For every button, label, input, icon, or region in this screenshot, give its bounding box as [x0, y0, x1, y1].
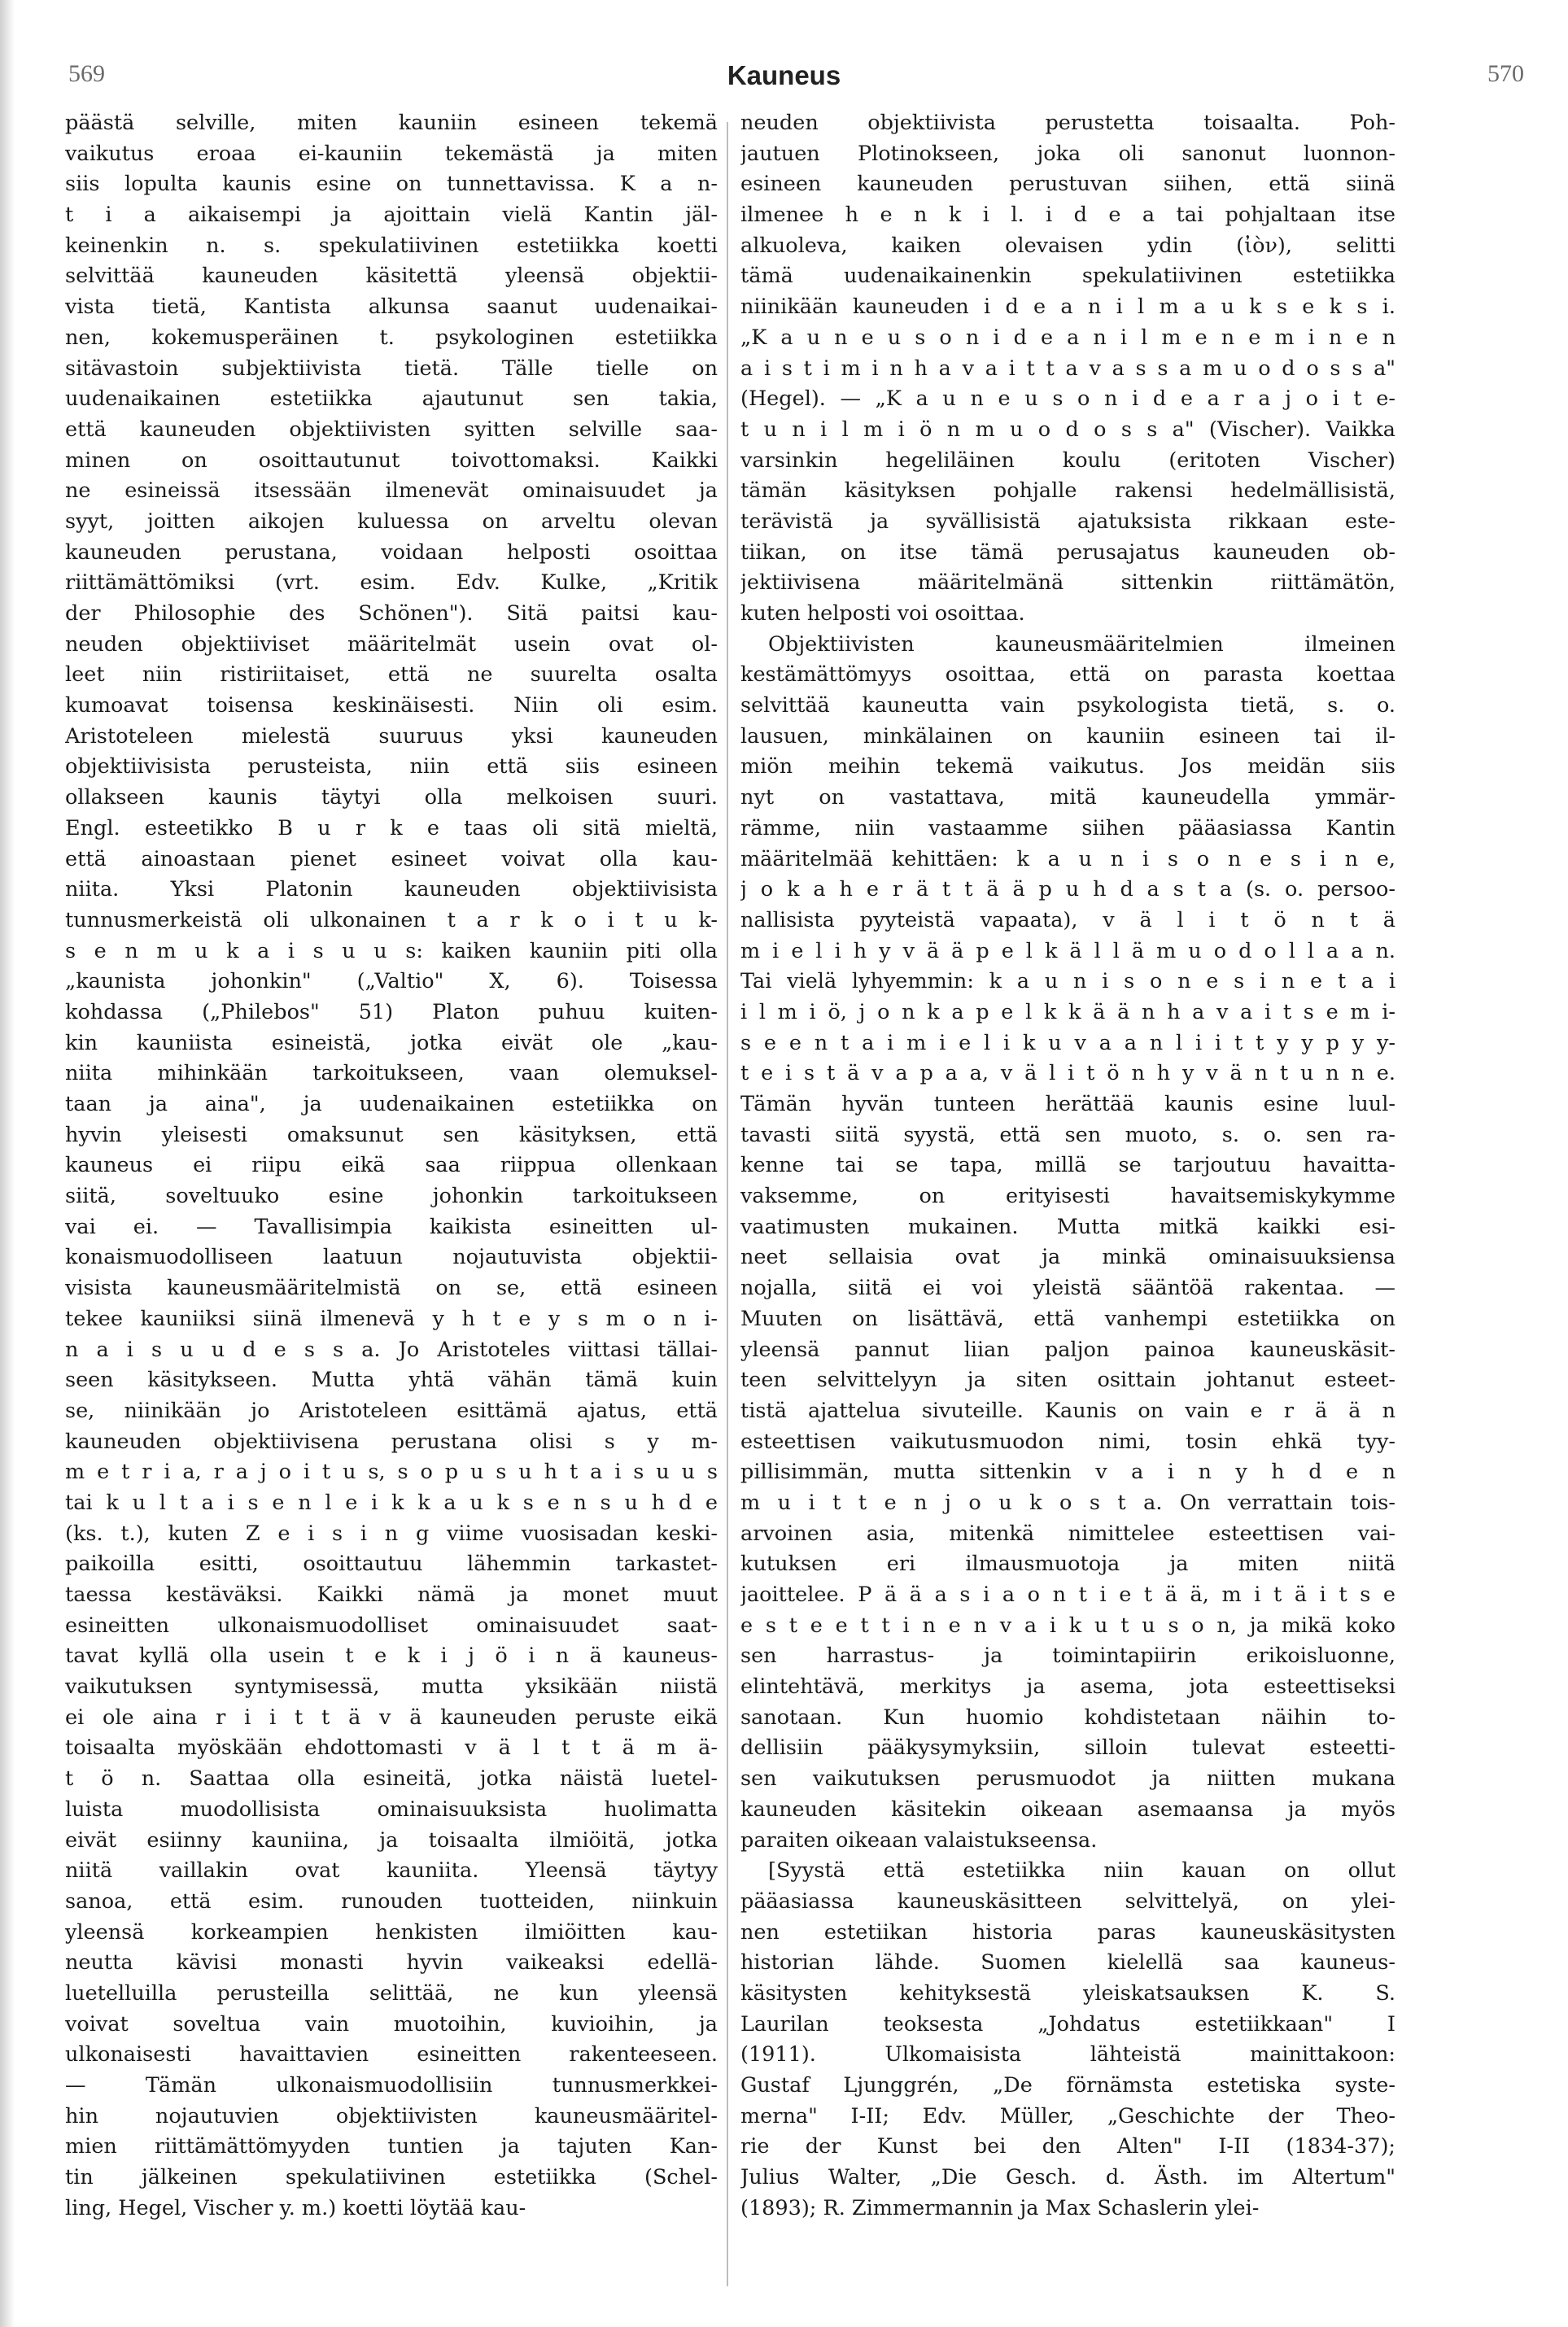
- text-line: tunnusmerkeistä oli ulkonainen t a r k o i t u k-: [65, 907, 718, 932]
- text-line: ollakseen kaunis täytyi olla melkoisen suuri.: [65, 785, 718, 810]
- text-line: sen harrastus- ja toimintapiirin erikoisluonne,: [740, 1644, 1395, 1669]
- text-line: että kauneuden objektiivisten syitten selville saa-: [65, 417, 718, 442]
- text-line: merna" I-II; Edv. Müller, „Geschichte der Theo-: [740, 2103, 1395, 2128]
- text-line: neuden objektiiviset määritelmät usein ovat ol-: [65, 631, 718, 657]
- text-line: tekee kauniiksi siinä ilmenevä y h t e y s m o n i-: [65, 1306, 718, 1331]
- text-line: — Tämän ulkonaismuodollisiin tunnusmerkkei-: [65, 2073, 718, 2098]
- text-line: jaoittelee. P ä ä a s i a o n t i e t ä ä, m i t ä i t s e: [740, 1583, 1395, 1607]
- text-line: dellisiin pääkysymyksiin, silloin tulevat esteetti-: [740, 1735, 1395, 1761]
- text-line: teen selvittelyyn ja siten osittain johtanut esteet-: [740, 1368, 1395, 1393]
- text-line: esineen kauneuden perustuvan siihen, että siinä: [740, 172, 1395, 197]
- text-line: neet sellaisia ovat ja minkä ominaisuuksiensa: [740, 1245, 1395, 1270]
- text-line: vaikutuksen syntymisessä, mutta yksikään niistä: [65, 1674, 718, 1700]
- text-line: elintehtävä, merkitys ja asema, jota esteettiseksi: [740, 1674, 1395, 1700]
- text-line: (1893); R. Zimmermannin ja Max Schaslerin ylei-: [740, 2195, 1260, 2220]
- text-line: toisaalta myöskään ehdottomasti v ä l t t ä m ä-: [65, 1735, 718, 1761]
- text-line: esteettisen vaikutusmuodon nimi, tosin ehkä tyy-: [740, 1429, 1395, 1454]
- text-line: siitä, soveltuuko esine johonkin tarkoitukseen: [65, 1184, 718, 1209]
- text-line: rie der Kunst bei den Alten" I-II (1834-37);: [740, 2134, 1395, 2159]
- text-line: yleensä pannut liian paljon painoa kauneuskäsit-: [740, 1337, 1395, 1362]
- text-line: neuden objektiivista perustetta toisaalta. Poh-: [740, 111, 1395, 135]
- page-title: Kauneus: [727, 60, 841, 90]
- text-line: sanoa, että esim. runouden tuotteiden, niinkuin: [65, 1888, 718, 1914]
- text-line: kin kauniista esineistä, jotka eivät ole „kau-: [65, 1030, 718, 1055]
- text-line: pillisimmän, mutta sittenkin v a i n y h d e n: [740, 1460, 1395, 1485]
- text-line: jektiivisena määritelmänä sittenkin riittämätön,: [740, 570, 1395, 596]
- text-line: siis lopulta kaunis esine on tunnettavissa. K a n-: [65, 172, 718, 197]
- text-line: tavat kyllä olla usein t e k i j ö i n ä kauneus-: [65, 1644, 718, 1669]
- text-line: sen vaikutuksen perusmuodot ja niitten mukana: [740, 1766, 1395, 1792]
- left-text-column: [65, 108, 718, 2305]
- text-line: konaismuodolliseen laatuun nojautuvista objektii-: [65, 1245, 718, 1270]
- text-line: selvittää kauneuden käsitettä yleensä objektii-: [65, 264, 718, 289]
- text-line: lausuen, minkälainen on kauniin esineen tai il-: [740, 723, 1395, 749]
- text-line: määritelmää kehittäen: k a u n i s o n e s i n e,: [740, 846, 1395, 871]
- text-line: t e i s t ä v a p a a, v ä l i t ö n h y v ä n t u n n e.: [740, 1061, 1395, 1086]
- text-line: s e n m u k a i s u u s: kaiken kauniin piti olla: [65, 938, 718, 963]
- text-line: kenne tai se tapa, millä se tarjoutuu havaitta-: [740, 1153, 1395, 1178]
- text-line: sitävastoin subjektiivista tietä. Tälle tielle on: [65, 356, 718, 381]
- text-line: nen estetiikan historia paras kauneuskäsitysten: [740, 1919, 1395, 1945]
- text-line: nallisista pyyteistä vapaata), v ä l i t ö n t ä: [740, 907, 1395, 932]
- text-line: a i s t i m i n h a v a i t t a v a s s a m u o d o s s a": [740, 356, 1395, 381]
- text-line: ling, Hegel, Vischer y. m.) koetti löytää kau-: [65, 2195, 526, 2220]
- text-line: hin nojautuvien objektiivisten kauneusmääritel-: [65, 2103, 718, 2128]
- text-line: niitä vaillakin ovat kauniita. Yleensä täytyy: [65, 1858, 718, 1884]
- text-line: pääasiassa kauneuskäsitteen selvittelyä, on ylei-: [740, 1888, 1395, 1914]
- text-line: Tai vielä lyhyemmin: k a u n i s o n e s i n e t a i: [740, 969, 1395, 994]
- text-line: Gustaf Ljunggrén, „De förnämsta estetiska syste-: [740, 2073, 1395, 2098]
- text-line: ilmenee h e n k i l. i d e a tai pohjaltaan itse: [740, 203, 1395, 228]
- text-line: kestämättömyys osoittaa, että on parasta koettaa: [740, 662, 1395, 688]
- text-line: kauneus ei riipu eikä saa riippua ollenkaan: [65, 1153, 718, 1178]
- text-line: mien riittämättömyyden tuntien ja tajuten Kan-: [65, 2134, 718, 2159]
- text-line: Tämän hyvän tunteen herättää kaunis esine luul-: [740, 1092, 1395, 1116]
- text-line: miön meihin tekemä vaikutus. Jos meidän siis: [740, 754, 1395, 779]
- text-line: vaksemme, on erityisesti havaitsemiskykymme: [740, 1184, 1395, 1209]
- page-edge-shadow: [0, 0, 15, 2327]
- text-line: että ainoastaan pienet esineet voivat olla kau-: [65, 846, 718, 871]
- text-line: esineitten ulkonaismuodolliset ominaisuudet saat-: [65, 1613, 718, 1638]
- text-line: voivat soveltua vain muotoihin, kuvioihin, ja: [65, 2011, 718, 2037]
- text-line: j o k a h e r ä t t ä ä p u h d a s t a (s. o. persoo-: [740, 877, 1395, 902]
- text-line: Laurilan teoksesta „Johdatus estetiikkaan" I: [740, 2011, 1395, 2037]
- text-line: selvittää kauneutta vain psykologista tietä, s. o.: [740, 693, 1395, 718]
- text-line: „kaunista johonkin" („Valtio" X, 6). Toisessa: [65, 969, 718, 994]
- text-line: paikoilla esitti, osoittautuu lähemmin tarkastet-: [65, 1552, 718, 1577]
- text-line: niita. Yksi Platonin kauneuden objektiivisista: [65, 877, 718, 902]
- text-line: tämän käsityksen pohjalle rakensi hedelmällisistä,: [740, 478, 1395, 504]
- text-line: tai k u l t a i s e n l e i k k a u k s e n s u h d e: [65, 1490, 718, 1515]
- text-line: ne esineissä itsessään ilmenevät ominaisuudet ja: [65, 478, 718, 504]
- text-line: (Hegel). — „K a u n e u s o n i d e a r a j o i t e-: [740, 386, 1395, 412]
- text-line: kauneuden perustana, voidaan helposti osoittaa: [65, 539, 718, 565]
- text-line: t u n i l m i ö n m u o d o s s a" (Vischer). Vaikka: [740, 417, 1395, 442]
- text-line: leet niin ristiriitaiset, että ne suurelta osalta: [65, 662, 718, 688]
- text-line: visista kauneusmääritelmistä on se, että esineen: [65, 1276, 718, 1301]
- text-line: niinikään kauneuden i d e a n i l m a u k s e k s i.: [740, 295, 1395, 320]
- text-line: tistä ajattelua sivuteille. Kaunis on vain e r ä ä n: [740, 1398, 1395, 1423]
- text-line: Julius Walter, „Die Gesch. d. Ästh. im Altertum": [740, 2165, 1395, 2190]
- text-line: kuten helposti voi osoittaa.: [740, 601, 1025, 626]
- text-line: paraiten oikeaan valaistukseensa.: [740, 1827, 1098, 1853]
- text-line: tiikan, on itse tämä perusajatus kauneuden ob-: [740, 539, 1395, 565]
- text-line: vista tietä, Kantista alkunsa saanut uudenaikai-: [65, 295, 718, 320]
- text-line: ei ole aina r i i t t ä v ä kauneuden peruste eikä: [65, 1705, 718, 1730]
- page-header: [0, 60, 1568, 99]
- text-line: t ö n. Saattaa olla esineitä, jotka näistä luetel-: [65, 1766, 718, 1792]
- text-line: minen on osoittautunut toivottomaksi. Kaikki: [65, 448, 718, 473]
- text-line: t i a aikaisempi ja ajoittain vielä Kantin jäl-: [65, 203, 718, 228]
- text-line: tin jälkeinen spekulatiivinen estetiikka (Schel-: [65, 2165, 718, 2190]
- text-line: ulkonaisesti havaittavien esineitten rakenteeseen.: [65, 2042, 718, 2067]
- text-line: varsinkin hegeliläinen koulu (eritoten Vischer): [740, 448, 1395, 473]
- text-line: kutuksen eri ilmausmuotoja ja miten niitä: [740, 1552, 1395, 1577]
- text-line: päästä selville, miten kauniin esineen tekemä: [65, 111, 718, 135]
- text-line: nyt on vastattava, mitä kauneudella ymmär-: [740, 785, 1395, 810]
- text-line: taessa kestäväksi. Kaikki nämä ja monet muut: [65, 1583, 718, 1607]
- text-line: historian lähde. Suomen kielellä saa kauneus-: [740, 1950, 1395, 1976]
- text-line: keinenkin n. s. spekulatiivinen estetiikka koetti: [65, 233, 718, 258]
- text-line: Engl. esteetikko B u r k e taas oli sitä mieltä,: [65, 815, 718, 840]
- text-line: vai ei. — Tavallisimpia kaikista esineitten ul-: [65, 1214, 718, 1239]
- text-line: se, niinikään jo Aristoteleen esittämä ajatus, että: [65, 1398, 718, 1423]
- text-line: (1911). Ulkomaisista lähteistä mainittakoon:: [740, 2042, 1395, 2067]
- text-line: i l m i ö, j o n k a p e l k k ä ä n h a v a i t s e m i-: [740, 999, 1395, 1024]
- text-line: n a i s u u d e s s a. Jo Aristoteles viittasi tällai-: [65, 1337, 718, 1362]
- text-line: neutta kävisi monasti hyvin vaikeaksi edellä-: [65, 1950, 718, 1976]
- text-line: tämä uudenaikainenkin spekulatiivinen estetiikka: [740, 264, 1395, 289]
- text-line: tavasti siitä syystä, että sen muoto, s. o. sen ra-: [740, 1122, 1395, 1147]
- text-line: rämme, niin vastaamme siihen pääasiassa Kantin: [740, 815, 1395, 840]
- column-divider: [727, 122, 728, 2286]
- page-number-left: 569: [68, 60, 105, 87]
- text-line: arvoinen asia, mitenkä nimittelee esteettisen vai-: [740, 1521, 1395, 1546]
- text-line: s e e n t a i m i e l i k u v a a n l i i t t y y p y y-: [740, 1030, 1395, 1055]
- text-line: kohdassa („Philebos" 51) Platon puhuu kuiten-: [65, 999, 718, 1024]
- text-line: vaatimusten mukainen. Mutta mitkä kaikki esi-: [740, 1214, 1395, 1239]
- text-line: vaikutus eroaa ei-kauniin tekemästä ja miten: [65, 141, 718, 166]
- text-line: sanotaan. Kun huomio kohdistetaan näihin to-: [740, 1705, 1395, 1730]
- text-line: riittämättömiksi (vrt. esim. Edv. Kulke, „Kritik: [65, 570, 718, 596]
- text-line: alkuoleva, kaiken olevaisen ydin (ἰὸν), selitti: [740, 233, 1395, 258]
- text-line: seen käsitykseen. Mutta yhtä vähän tämä kuin: [65, 1368, 718, 1393]
- text-line: eivät esiinny kauniina, ja toisaalta ilmiöitä, jotka: [65, 1827, 718, 1853]
- text-line: Objektiivisten kauneusmääritelmien ilmeinen: [768, 631, 1395, 657]
- text-line: jautuen Plotinokseen, joka oli sanonut luonnon-: [740, 141, 1395, 166]
- right-text-column: [740, 108, 1395, 2305]
- text-line: yleensä korkeampien henkisten ilmiöitten kau-: [65, 1919, 718, 1945]
- text-line: Muuten on lisättävä, että vanhempi estetiikka on: [740, 1306, 1395, 1331]
- text-line: luista muodollisista ominaisuuksista huolimatta: [65, 1797, 718, 1822]
- text-line: m u i t t e n j o u k o s t a. On verrattain tois-: [740, 1490, 1395, 1515]
- text-line: käsitysten kehityksestä yleiskatsauksen K. S.: [740, 1980, 1395, 2006]
- text-line: uudenaikainen estetiikka ajautunut sen takia,: [65, 386, 718, 412]
- text-line: objektiivisista perusteista, niin että siis esineen: [65, 754, 718, 779]
- text-line: hyvin yleisesti omaksunut sen käsityksen, että: [65, 1122, 718, 1147]
- text-line: Aristoteleen mielestä suuruus yksi kauneuden: [65, 723, 718, 749]
- text-line: kauneuden käsitekin oikeaan asemaansa ja myös: [740, 1797, 1395, 1822]
- text-line: kumoavat toisensa keskinäisesti. Niin oli esim.: [65, 693, 718, 718]
- text-line: luetelluilla perusteilla selittää, ne kun yleensä: [65, 1980, 718, 2006]
- text-line: e s t e e t t i n e n v a i k u t u s o n, ja mikä koko: [740, 1613, 1395, 1638]
- text-line: „K a u n e u s o n i d e a n i l m e n e m i n e n: [740, 325, 1395, 350]
- text-line: m e t r i a, r a j o i t u s, s o p u s u h t a i s u u s: [65, 1460, 718, 1485]
- text-line: nen, kokemusperäinen t. psykologinen estetiikka: [65, 325, 718, 350]
- page-number-right: 570: [1487, 60, 1524, 87]
- text-line: syyt, joitten aikojen kuluessa on arveltu olevan: [65, 509, 718, 534]
- text-line: der Philosophie des Schönen"). Sitä paitsi kau-: [65, 601, 718, 626]
- text-line: kauneuden objektiivisena perustana olisi s y m-: [65, 1429, 718, 1454]
- text-line: nojalla, siitä ei voi yleistä sääntöä rakentaa. —: [740, 1276, 1395, 1301]
- text-line: [Syystä että estetiikka niin kauan on ollut: [768, 1858, 1395, 1884]
- text-line: (ks. t.), kuten Z e i s i n g viime vuosisadan keski-: [65, 1521, 718, 1546]
- text-line: taan ja aina", ja uudenaikainen estetiikka on: [65, 1092, 718, 1116]
- text-line: niita mihinkään tarkoitukseen, vaan olemuksel-: [65, 1061, 718, 1086]
- text-line: terävistä ja syvällisistä ajatuksista rikkaan este-: [740, 509, 1395, 534]
- text-line: m i e l i h y v ä ä p e l k ä l l ä m u o d o l l a a n.: [740, 938, 1395, 963]
